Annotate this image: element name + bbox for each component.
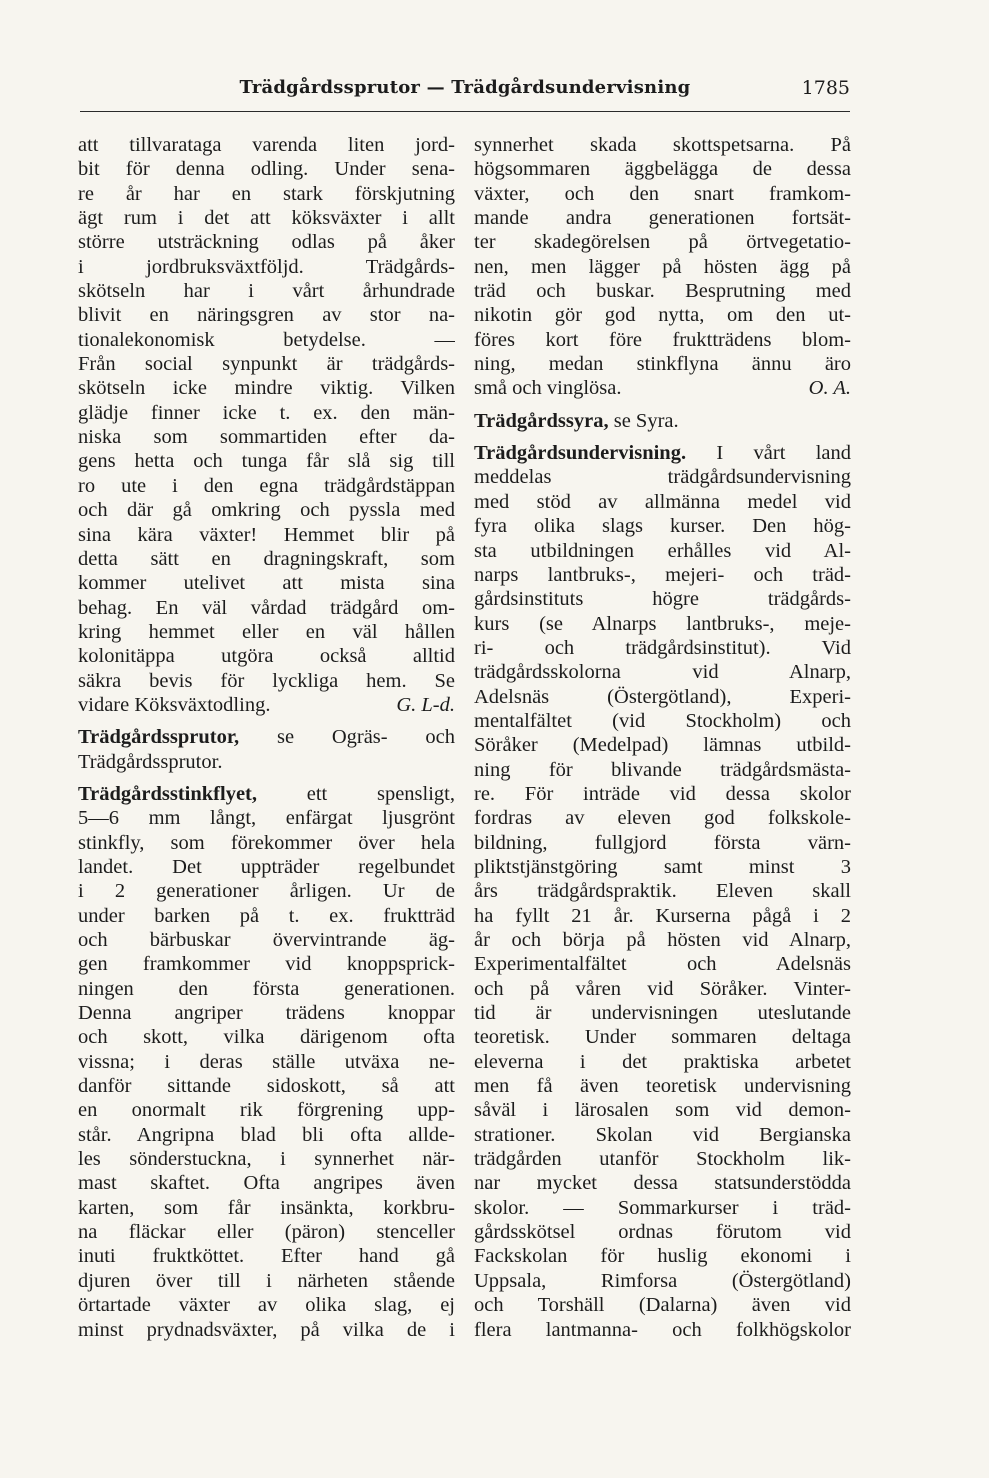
line-text: och skott, vilka därigenom ofta (78, 1026, 455, 1049)
text-line (78, 328, 455, 352)
line-text: Experimentalfältet och Adelsnäs (474, 953, 851, 976)
line-text: ning för blivande trädgårdsmästa- (474, 758, 851, 781)
text-line (474, 376, 851, 400)
line-text: stinkfly, som förekommer över hela (78, 831, 455, 854)
text-line (474, 303, 851, 327)
line-text: Adelsnäs (Östergötland), Experi- (474, 685, 851, 708)
text-line (474, 685, 851, 709)
line-text: skolor. — Sommarkurser i träd- (474, 1196, 851, 1219)
line-text: men få även teoretisk undervisning (474, 1075, 851, 1098)
text-line (78, 1098, 455, 1122)
text-line (474, 441, 851, 465)
line-text: ning, medan stinkflyna ännu äro (474, 353, 851, 376)
text-line (474, 758, 851, 782)
line-text: gårdsskötsel ordnas förutom vid (474, 1221, 851, 1244)
text-line (78, 1074, 455, 1098)
text-line (474, 612, 851, 636)
running-head (80, 77, 850, 103)
text-line (78, 279, 455, 303)
text-line (474, 855, 851, 879)
line-text: små och vinglösa. (474, 377, 622, 400)
text-line (474, 409, 851, 433)
text-line (78, 571, 455, 595)
text-line (474, 539, 851, 563)
text-line (474, 806, 851, 830)
text-line (78, 725, 455, 749)
right-column (474, 133, 851, 1342)
line-text: Från social synpunkt är trädgårds- (78, 353, 455, 376)
line-text: meddelas trädgårdsundervisning (474, 466, 851, 489)
text-line (78, 620, 455, 644)
line-text: och Torshäll (Dalarna) även vid (474, 1294, 851, 1317)
line-text: gen framkommer vid knoppsprick- (78, 953, 455, 976)
text-line (78, 831, 455, 855)
line-text: en onormalt rik förgrening upp- (78, 1099, 455, 1122)
line-text: nikotin gör god nytta, om den ut- (474, 304, 851, 327)
line-text: bildning, fullgjord första värn- (474, 831, 851, 854)
line-text: blivit en näringsgren av stor na- (78, 304, 455, 327)
text-line (474, 1293, 851, 1317)
text-line (78, 928, 455, 952)
line-text: växter, och den snart framkom- (474, 182, 851, 205)
author-signature: O. A. (808, 377, 851, 400)
header-rule (80, 111, 850, 112)
line-text: sta utbildningen erhålles vid Al- (474, 539, 851, 562)
entry-headword: Trädgårdsundervisning. (474, 442, 687, 465)
text-line (78, 157, 455, 181)
text-line (78, 303, 455, 327)
line-text: kurs (se Alnarps lantbruks-, meje- (474, 612, 851, 635)
text-line (78, 879, 455, 903)
line-text: eleverna i det praktiska arbetet (474, 1050, 851, 1073)
line-text: Söråker (Medelpad) lämnas utbild- (474, 734, 851, 757)
entry-gap (78, 774, 455, 782)
text-line (474, 490, 851, 514)
line-text: ro ute i den egna trädgårdstäppan (78, 474, 455, 497)
text-line (78, 449, 455, 473)
text-line (78, 376, 455, 400)
text-line (474, 1074, 851, 1098)
line-text: se Syra. (608, 409, 679, 432)
line-text: trädgårdsskolorna vid Alnarp, (474, 661, 851, 684)
line-text: landet. Det uppträder regelbundet (78, 855, 455, 878)
line-text: minst prydnadsväxter, på vilka de i (78, 1318, 455, 1341)
line-text: skötseln icke mindre viktig. Vilken (78, 377, 455, 400)
line-text: under barken på t. ex. fruktträd (78, 904, 455, 927)
line-text: Trädgårdssprutor. (78, 750, 223, 773)
line-text: mast skaftet. Ofta angripes även (78, 1172, 455, 1195)
line-text: teoretisk. Under sommaren deltaga (474, 1026, 851, 1049)
line-text: karten, som får insänkta, korkbru- (78, 1196, 455, 1219)
text-line (78, 1123, 455, 1147)
entry-gap (474, 401, 851, 409)
line-text: gens hetta och tunga får slå sig till (78, 450, 455, 473)
text-line (78, 904, 455, 928)
line-text: behag. En väl vårdad trädgård om- (78, 596, 455, 619)
text-line (474, 782, 851, 806)
line-text: inuti fruktköttet. Efter hand gå (78, 1245, 455, 1268)
line-text: ägt rum i det att köksväxter i allt (78, 207, 455, 230)
line-text: och där gå omkring och pyssla med (78, 499, 455, 522)
text-line (474, 928, 851, 952)
text-line (474, 328, 851, 352)
line-text: bit för denna odling. Under sena- (78, 158, 455, 181)
text-line (474, 279, 851, 303)
line-text: kommer utelivet att mista sina (78, 572, 455, 595)
line-text: skötseln har i vårt århundrade (78, 280, 455, 303)
line-text: ett spensligt, (257, 782, 455, 805)
text-line (78, 230, 455, 254)
line-text: Denna angriper trädens knoppar (78, 1002, 455, 1025)
text-line (78, 855, 455, 879)
line-text: nar mycket dessa statsunderstödda (474, 1172, 851, 1195)
text-line (474, 1196, 851, 1220)
line-text: mentalfältet (vid Stockholm) och (474, 709, 851, 732)
line-text: ha fyllt 21 år. Kurserna pågå i 2 (474, 904, 851, 927)
text-line (78, 498, 455, 522)
text-line (78, 1293, 455, 1317)
text-line (78, 547, 455, 571)
line-text: les sönderstuckna, i synnerhet när- (78, 1148, 455, 1171)
line-text: örtartade växter av olika slag, ej (78, 1294, 455, 1317)
text-line (474, 182, 851, 206)
text-line (474, 1318, 851, 1342)
line-text: glädje finner icke t. ex. den män- (78, 401, 455, 424)
text-line (474, 514, 851, 538)
line-text: re år har en stark förskjutning (78, 182, 455, 205)
text-line (474, 1147, 851, 1171)
text-line (474, 977, 851, 1001)
line-text: Uppsala, Rimforsa (Östergötland) (474, 1269, 851, 1292)
entry-gap (474, 433, 851, 441)
text-line (78, 1025, 455, 1049)
text-line (474, 636, 851, 660)
text-line (474, 709, 851, 733)
line-text: danför sittande sidoskott, så att (78, 1075, 455, 1098)
text-line (78, 952, 455, 976)
line-text: större utsträckning odlas på åker (78, 231, 455, 254)
line-text: Fackskolan för huslig ekonomi i (474, 1245, 851, 1268)
left-column (78, 133, 455, 1342)
line-text: och bärbuskar övervintrande äg- (78, 929, 455, 951)
text-line (78, 1050, 455, 1074)
line-text: narps lantbruks-, mejeri- och träd- (474, 563, 851, 586)
text-line (78, 1244, 455, 1268)
line-text: djuren över till i närheten stående (78, 1269, 455, 1292)
text-line (474, 1050, 851, 1074)
line-text: niska som sommartiden efter da- (78, 426, 455, 449)
line-text: vissna; i deras ställe utväxa ne- (78, 1050, 455, 1073)
text-line (474, 1269, 851, 1293)
line-text: står. Angripna blad bli ofta allde- (78, 1123, 455, 1146)
text-line (78, 750, 455, 774)
author-signature: G. L-d. (396, 693, 455, 716)
line-text: se Ogräs- och (239, 726, 455, 749)
entry-headword: Trädgårdssyra, (474, 409, 609, 432)
text-line (78, 523, 455, 547)
text-line (78, 255, 455, 279)
text-line (474, 952, 851, 976)
entry-gap (78, 717, 455, 725)
line-text: träd och buskar. Besprutning med (474, 280, 851, 303)
text-line (78, 206, 455, 230)
text-line (474, 1001, 851, 1025)
text-line (78, 474, 455, 498)
text-line (78, 425, 455, 449)
line-text: na fläckar eller (päron) stenceller (78, 1221, 455, 1244)
line-text: vidare Köksväxtodling. (78, 693, 271, 716)
text-line (78, 1171, 455, 1195)
text-line (474, 904, 851, 928)
text-line (474, 587, 851, 611)
text-line (474, 733, 851, 757)
text-line (474, 563, 851, 587)
text-line (78, 401, 455, 425)
text-line (474, 831, 851, 855)
text-line (474, 1220, 851, 1244)
text-line (78, 669, 455, 693)
line-text: mande andra generationen fortsät- (474, 207, 851, 230)
text-line (474, 255, 851, 279)
text-line (78, 182, 455, 206)
text-line (78, 644, 455, 668)
text-line (474, 230, 851, 254)
text-line (474, 879, 851, 903)
line-text: års trädgårdspraktik. Eleven skall (474, 880, 851, 903)
line-text: fyra olika slags kurser. Den hög- (474, 515, 851, 538)
text-line (78, 1001, 455, 1025)
text-line (474, 352, 851, 376)
line-text: strationer. Skolan vid Bergianska (474, 1123, 851, 1146)
text-line (474, 465, 851, 489)
text-line (78, 1147, 455, 1171)
text-line (78, 1269, 455, 1293)
line-text: flera lantmanna- och folkhögskolor (474, 1318, 851, 1341)
line-text: detta sätt en dragningskraft, som (78, 547, 455, 570)
line-text: ningen den första generationen. (78, 977, 455, 1000)
line-text: med stöd av allmänna medel vid (474, 490, 851, 513)
line-text: ri- och trädgårdsinstitut). Vid (474, 636, 851, 659)
page-number: 1785 (801, 77, 850, 99)
line-text: fordras av eleven god folkskole- (474, 807, 851, 830)
line-text: år och börja på hösten vid Alnarp, (474, 929, 851, 951)
text-line (474, 133, 851, 157)
line-text: i jordbruksväxtföljd. Trädgårds- (78, 255, 455, 278)
text-line (78, 596, 455, 620)
line-text: pliktstjänstgöring samt minst 3 (474, 855, 851, 878)
text-line (474, 1244, 851, 1268)
line-text: ter skadegörelsen på örtvegetatio- (474, 231, 851, 254)
line-text: gårdsinstituts högre trädgårds- (474, 588, 851, 611)
text-line (78, 1220, 455, 1244)
text-line (78, 1318, 455, 1342)
text-line (474, 1098, 851, 1122)
line-text: såväl i lärosalen som vid demon- (474, 1099, 851, 1122)
line-text: kolonitäppa utgöra också alltid (78, 645, 455, 668)
line-text: föres kort före fruktträdens blom- (474, 328, 851, 351)
line-text: nen, men lägger på hösten ägg på (474, 255, 851, 278)
text-line (78, 352, 455, 376)
line-text: synnerhet skada skottspetsarna. På (474, 134, 851, 156)
running-title: Trädgårdssprutor — Trädgårdsundervisning (239, 77, 691, 98)
line-text: sina kära växter! Hemmet blir på (78, 523, 455, 546)
text-line (78, 133, 455, 157)
text-line (474, 1025, 851, 1049)
line-text: tid är undervisningen uteslutande (474, 1002, 851, 1025)
text-line (474, 660, 851, 684)
text-line (474, 1123, 851, 1147)
line-text: re. För inträde vid dessa skolor (474, 782, 851, 805)
line-text: säkra bevis för lyckliga hem. Se (78, 669, 455, 692)
text-line (474, 157, 851, 181)
text-line (474, 206, 851, 230)
line-text: 5—6 mm långt, enfärgat ljusgrönt (78, 807, 455, 830)
line-text: kring hemmet eller en väl hållen (78, 620, 455, 643)
text-line (78, 782, 455, 806)
line-text: och på våren vid Söråker. Vinter- (474, 977, 851, 1000)
line-text: trädgården utanför Stockholm lik- (474, 1148, 851, 1171)
text-line (78, 693, 455, 717)
line-text: I vårt land (686, 442, 851, 465)
entry-headword: Trädgårdssprutor, (78, 726, 240, 749)
line-text: högsommaren äggbelägga de dessa (474, 158, 851, 181)
line-text: att tillvarataga varenda liten jord- (78, 134, 455, 156)
line-text: i 2 generationer årligen. Ur de (78, 880, 455, 903)
line-text: tionalekonomisk betydelse. — (78, 328, 455, 351)
text-line (474, 1171, 851, 1195)
text-line (78, 806, 455, 830)
entry-headword: Trädgårdsstinkflyet, (78, 782, 258, 805)
text-line (78, 977, 455, 1001)
text-line (78, 1196, 455, 1220)
